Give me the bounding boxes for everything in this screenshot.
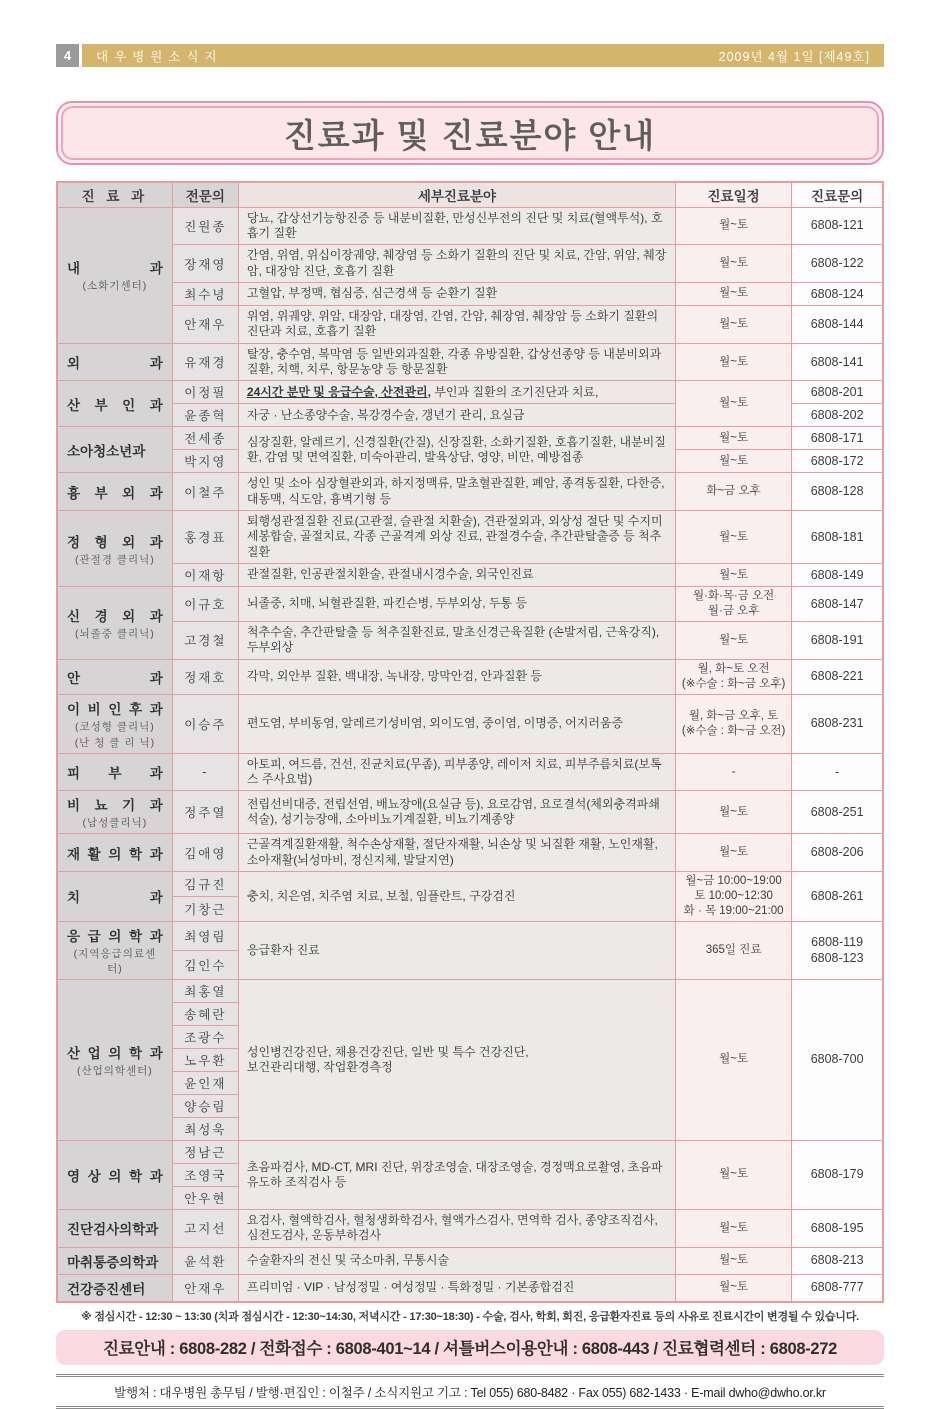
schedule-cell: 월~금 10:00~19:00 토 10:00~12:30 화 · 목 19:00~21:00: [675, 872, 791, 922]
dept-cell: [57, 381, 172, 427]
schedule-cell: 월~토: [675, 343, 791, 381]
table-row: [57, 473, 883, 511]
doctor-cell: 유재경: [172, 343, 238, 381]
dept-name: 산 부 인 과: [67, 397, 163, 413]
detail-cell: 고혈압, 부정맥, 협심증, 심근경색 등 순환기 질환: [238, 282, 675, 305]
dept-cell: [57, 473, 172, 511]
table-row: [57, 979, 883, 1002]
doctor-cell: 안재우: [172, 1274, 238, 1302]
phone-cell: 6808-777: [792, 1274, 883, 1302]
detail-cell: 척추수술, 추간판탈출 등 척추질환진료, 말초신경근육질환 (손발저림, 근육강직), 두부외상: [238, 622, 675, 660]
doctor-cell: 정재호: [172, 659, 238, 694]
dept-name: 재 활 의 학 과: [67, 846, 163, 862]
dept-name: 흉 부 외 과: [67, 485, 163, 501]
schedule-cell: 월~토: [675, 1209, 791, 1247]
table-row: [57, 791, 883, 834]
detail-cell: 당뇨, 갑상선기능항진증 등 내분비질환, 만성신부전의 진단 및 치료(혈액투석), 호흡기 질환: [238, 207, 675, 245]
detail-cell: 탈장, 충수염, 복막염 등 일반외과질환, 각종 유방질환, 갑상선종양 등 내분비외과질환, 치핵, 치루, 항문농양 등 항문질환: [238, 343, 675, 381]
detail-cell: 초음파검사, MD-CT, MRI 진단, 위장조영술, 대장조영술, 경정맥요로촬영, 초음파유도하 조직검사 등: [238, 1140, 675, 1209]
doctor-cell: 윤석환: [172, 1247, 238, 1274]
dept-cell: [57, 343, 172, 381]
table-row: [57, 381, 883, 404]
schedule-cell: 월~토: [675, 450, 791, 473]
dept-name: 건강증진센터: [67, 1281, 146, 1297]
phone-cell: 6808-179: [792, 1140, 883, 1209]
dept-cell: [57, 979, 172, 1140]
phone-cell: 6808-221: [792, 659, 883, 694]
schedule-cell: 월~토: [675, 1140, 791, 1209]
doctor-cell: 안재우: [172, 305, 238, 343]
schedule-cell: 월~토: [675, 207, 791, 245]
dept-subtitle: (관절경 클리닉): [74, 553, 155, 566]
title-banner: [56, 101, 884, 165]
phone-cell: 6808-201: [792, 381, 883, 404]
detail-cell: 관절질환, 인공관절치환술, 관절내시경수술, 외국인진료: [238, 564, 675, 587]
doctor-cell: 이정필: [172, 381, 238, 404]
schedule-cell: 월~토: [675, 381, 791, 427]
dept-cell: [57, 872, 172, 922]
doctor-cell: 정남근: [172, 1140, 238, 1163]
phone-cell: 6808-141: [792, 343, 883, 381]
doctor-cell: 장재영: [172, 245, 238, 283]
dept-subtitle: (지역응급의료센터): [73, 947, 157, 975]
detail-cell: 자궁 · 난소종양수술, 복강경수술, 갱년기 관리, 요실금: [238, 404, 675, 427]
dept-cell: [57, 921, 172, 979]
doctor-cell: 최성욱: [172, 1117, 238, 1140]
detail-cell: 전립선비대증, 전립선염, 배뇨장애(요실금 등), 요로감염, 요로결석(체외충격파쇄석술), 성기능장애, 소아비뇨기계질환, 비뇨기계종양: [238, 791, 675, 834]
header-phone: 진료문의: [792, 182, 883, 207]
doctor-cell: 송혜란: [172, 1002, 238, 1025]
doctor-cell: 이승주: [172, 694, 238, 753]
table-row: [57, 564, 883, 587]
dept-cell: [57, 511, 172, 587]
schedule-cell: 월·화·목·금 오전 월·금 오후: [675, 587, 791, 622]
doctor-cell: 기창근: [172, 896, 238, 921]
detail-cell: 각막, 외안부 질환, 백내장, 녹내장, 망막안검, 안과질환 등: [238, 659, 675, 694]
doctor-cell: 고지선: [172, 1209, 238, 1247]
phone-cell: 6808-144: [792, 305, 883, 343]
detail-cell: 근골격계질환재활, 척수손상재활, 절단자재활, 뇌손상 및 뇌질환 재활, 노인재활, 소아재활(뇌성마비, 정신지체, 발달지연): [238, 834, 675, 872]
doctor-cell: 전세종: [172, 427, 238, 450]
schedule-cell: 월~토: [675, 834, 791, 872]
schedule-cell: 월~토: [675, 791, 791, 834]
doctor-cell: 김인수: [172, 950, 238, 979]
table-row: [57, 427, 883, 450]
doctor-cell: 박지영: [172, 450, 238, 473]
dept-cell: [57, 1247, 172, 1274]
newsletter-title: 대우병원소식지: [96, 49, 223, 64]
contact-bar-text: 진료안내 : 6808-282 / 전화접수 : 6808-401~14 / 셔틀버스이용안내 : 6808-443 / 진료협력센터 : 6808-272: [102, 1340, 838, 1359]
header-doctor: 전문의: [172, 182, 238, 207]
table-row: [57, 1274, 883, 1302]
dept-subtitle: (뇌졸중 클리닉): [74, 627, 155, 640]
doctor-cell: 조영국: [172, 1163, 238, 1186]
schedule-cell: 화~금 오후: [675, 473, 791, 511]
detail-cell: 요검사, 혈액학검사, 혈청생화학검사, 혈액가스검사, 면역학 검사, 종양조직검사, 심전도검사, 운동부하검사: [238, 1209, 675, 1247]
detail-cell: 위염, 위궤양, 위암, 대장암, 대장염, 간염, 간암, 췌장염, 췌장암 등 소화기 질환의 진단과 치료, 호흡기 질환: [238, 305, 675, 343]
doctor-cell: 최영림: [172, 921, 238, 950]
doctor-cell: 이철주: [172, 473, 238, 511]
schedule-cell: -: [675, 753, 791, 791]
table-row: [57, 305, 883, 343]
schedule-cell: 월~토: [675, 511, 791, 564]
detail-cell: 아토피, 여드름, 건선, 진균치료(무좀), 피부종양, 레이저 치료, 피부주름치료(보톡스 주사요법): [238, 753, 675, 791]
detail-cell: 성인병건강진단, 채용건강진단, 일반 및 특수 건강진단, 보건관리대행, 작업환경측정: [238, 979, 675, 1140]
schedule-cell: 월, 화~금 오후, 토 (※수술 : 화~금 오전): [675, 694, 791, 753]
table-row: [57, 834, 883, 872]
doctor-cell: -: [172, 753, 238, 791]
detail-cell: 심장질환, 알레르기, 신경질환(간질), 신장질환, 소화기질환, 호흡기질환, 내분비질환, 감염 및 면역질환, 미숙아관리, 발육상담, 영양, 비만, 예방접종: [238, 427, 675, 473]
doctor-cell: 진원종: [172, 207, 238, 245]
schedule-cell: 월~토: [675, 564, 791, 587]
top-bar: [56, 44, 884, 67]
doctor-cell: 윤인재: [172, 1071, 238, 1094]
table-row: [57, 622, 883, 660]
dept-subtitle: (코성형 클리닉): [74, 720, 155, 733]
dept-subtitle: (소화기센터): [82, 280, 148, 293]
dept-name: 안 과: [67, 670, 163, 686]
doctor-cell: 고경철: [172, 622, 238, 660]
schedule-cell: 365일 진료: [675, 921, 791, 979]
dept-cell: [57, 694, 172, 753]
phone-cell: 6808-147: [792, 587, 883, 622]
clinic-table-header: [57, 182, 883, 207]
table-row: [57, 872, 883, 897]
table-row: [57, 694, 883, 753]
dept-cell: [57, 1140, 172, 1209]
phone-cell: 6808-195: [792, 1209, 883, 1247]
dept-cell: [57, 427, 172, 473]
phone-cell: 6808-149: [792, 564, 883, 587]
dept-subtitle: (난 청 클 리 닉): [74, 736, 156, 749]
schedule-cell: 월~토: [675, 1274, 791, 1302]
doctor-cell: 최홍열: [172, 979, 238, 1002]
doctor-cell: 정주열: [172, 791, 238, 834]
dept-cell: [57, 791, 172, 834]
detail-cell: 응급환자 진료: [238, 921, 675, 979]
clinic-table: [56, 181, 884, 1303]
masthead-bar: [82, 44, 884, 67]
header-schedule: 진료일정: [675, 182, 791, 207]
doctor-cell: 이재항: [172, 564, 238, 587]
schedule-cell: 월~토: [675, 427, 791, 450]
dept-name: 영 상 의 학 과: [67, 1168, 163, 1184]
phone-cell: 6808-206: [792, 834, 883, 872]
table-row: [57, 511, 883, 564]
detail-cell: 편도염, 부비동염, 알레르기성비염, 외이도염, 중이염, 이명증, 어지러움증: [238, 694, 675, 753]
detail-cell: 퇴행성관절질환 진료(고관절, 슬관절 치환술), 견관절외과, 외상성 절단 및 수지미세봉합술, 골절치료, 각종 근골격계 외상 진료, 관절경수술, 추간판탈출증 등 척추질환: [238, 511, 675, 564]
phone-cell: 6808-181: [792, 511, 883, 564]
schedule-cell: 월~토: [675, 282, 791, 305]
table-row: [57, 245, 883, 283]
phone-cell: 6808-191: [792, 622, 883, 660]
schedule-cell: 월~토: [675, 245, 791, 283]
dept-name: 피 부 과: [67, 766, 163, 781]
phone-cell: 6808-231: [792, 694, 883, 753]
header-row: [57, 182, 883, 207]
table-row: [57, 921, 883, 950]
dept-subtitle: (산업의학센터): [76, 1064, 153, 1077]
detail-cell: 프리미엄 · VIP · 남성정밀 · 여성정밀 · 특화정밀 · 기본종합검진: [238, 1274, 675, 1302]
phone-cell: 6808-202: [792, 404, 883, 427]
schedule-cell: 월~토: [675, 1247, 791, 1274]
dept-name: 산 업 의 학 과: [67, 1045, 163, 1061]
table-row: [57, 282, 883, 305]
dept-cell: [57, 1209, 172, 1247]
dept-name: 소아청소년과: [67, 443, 146, 459]
clinic-table-body: [57, 207, 883, 1302]
phone-cell: 6808-171: [792, 427, 883, 450]
schedule-cell: 월~토: [675, 305, 791, 343]
table-row: [57, 753, 883, 791]
table-row: [57, 343, 883, 381]
phone-cell: 6808-700: [792, 979, 883, 1140]
contact-bar: [56, 1330, 884, 1365]
dept-cell: [57, 753, 172, 791]
doctor-cell: 양승림: [172, 1094, 238, 1117]
dept-name: 신 경 외 과: [67, 608, 163, 624]
table-row: [57, 207, 883, 245]
detail-cell: 충치, 치은염, 치주염 치료, 보철, 임플란트, 구강검진: [238, 872, 675, 922]
phone-cell: 6808-251: [792, 791, 883, 834]
issue-date: 2009년 4월 1일 [제49호]: [718, 49, 870, 64]
doctor-cell: 이규호: [172, 587, 238, 622]
schedule-cell: 월~토: [675, 622, 791, 660]
dept-cell: [57, 659, 172, 694]
title-banner-inner: [61, 106, 879, 160]
table-row: [57, 587, 883, 622]
detail-cell: 성인 및 소아 심장혈관외과, 하지정맥류, 말초혈관질환, 폐암, 종격동질환, 다한증, 대동맥, 식도암, 흉벽기형 등: [238, 473, 675, 511]
table-row: [57, 659, 883, 694]
phone-cell: -: [792, 753, 883, 791]
phone-cell: 6808-172: [792, 450, 883, 473]
header-detail: 세부진료분야: [238, 182, 675, 207]
doctor-cell: 윤종혁: [172, 404, 238, 427]
dept-cell: [57, 834, 172, 872]
phone-cell: 6808-119 6808-123: [792, 921, 883, 979]
detail-emphasis: 24시간 분만 및 응급수술, 산전관리,: [246, 384, 431, 399]
table-row: [57, 1209, 883, 1247]
doctor-cell: 홍경표: [172, 511, 238, 564]
schedule-cell: 월~토: [675, 979, 791, 1140]
dept-name: 내 과: [67, 261, 163, 277]
doctor-cell: 최수녕: [172, 282, 238, 305]
doctor-cell: 노우환: [172, 1048, 238, 1071]
doctor-cell: 안우현: [172, 1186, 238, 1209]
page-title: 진료과 및 진료분야 안내: [283, 116, 657, 154]
phone-cell: 6808-128: [792, 473, 883, 511]
doctor-cell: 김규진: [172, 872, 238, 897]
table-row: [57, 1247, 883, 1274]
detail-cell: 뇌졸중, 치매, 뇌혈관질환, 파킨슨병, 두부외상, 두통 등: [238, 587, 675, 622]
phone-cell: 6808-213: [792, 1247, 883, 1274]
publisher-line: 발행처 : 대우병원 총무팀 / 발행·편집인 : 이철주 / 소식지원고 기고 : Tel 055) 680-8482 · Fax 055) 682-1433 · E-mail dwho@dwho.or.kr: [56, 1374, 884, 1409]
detail-cell: 간염, 위염, 위십이장궤양, 췌장염 등 소화기 질환의 진단 및 치료, 간암, 위암, 췌장암, 대장암 진단, 호흡기 질환: [238, 245, 675, 283]
dept-cell: [57, 587, 172, 660]
footnote: ※ 점심시간 - 12:30 ~ 13:30 (치과 점심시간 - 12:30~14:30, 저녁시간 - 17:30~18:30) - 수술, 검사, 학회, 회진, 응급환자진료 등의 사유로 진료시간이 변경될 수 있습니다.: [80, 1310, 860, 1323]
phone-cell: 6808-261: [792, 872, 883, 922]
phone-cell: 6808-121: [792, 207, 883, 245]
phone-cell: 6808-124: [792, 282, 883, 305]
header-dept: 진 료 과: [57, 182, 172, 207]
dept-name: 마취통증의학과: [67, 1254, 159, 1270]
dept-name: 진단검사의학과: [67, 1222, 159, 1238]
dept-name: 외 과: [67, 356, 163, 372]
dept-subtitle: (남성클리닉): [82, 817, 148, 830]
doctor-cell: 김애영: [172, 834, 238, 872]
detail-cell: 수술환자의 전신 및 국소마취, 무통시술: [238, 1247, 675, 1274]
dept-cell: [57, 1274, 172, 1302]
page-number: 4: [56, 44, 79, 67]
phone-cell: 6808-122: [792, 245, 883, 283]
dept-name: 정 형 외 과: [67, 534, 163, 550]
dept-name: 응 급 의 학 과: [67, 928, 163, 944]
detail-cell: 24시간 분만 및 응급수술, 산전관리, 부인과 질환의 조기진단과 치료,: [238, 381, 675, 404]
doctor-cell: 조광수: [172, 1025, 238, 1048]
dept-name: 이 비 인 후 과: [67, 701, 163, 717]
schedule-cell: 월, 화~토 오전 (※수술 : 화~금 오후): [675, 659, 791, 694]
dept-cell: [57, 207, 172, 343]
table-row: [57, 1140, 883, 1163]
dept-name: 비 뇨 기 과: [67, 798, 163, 814]
dept-name: 치 과: [67, 890, 163, 906]
